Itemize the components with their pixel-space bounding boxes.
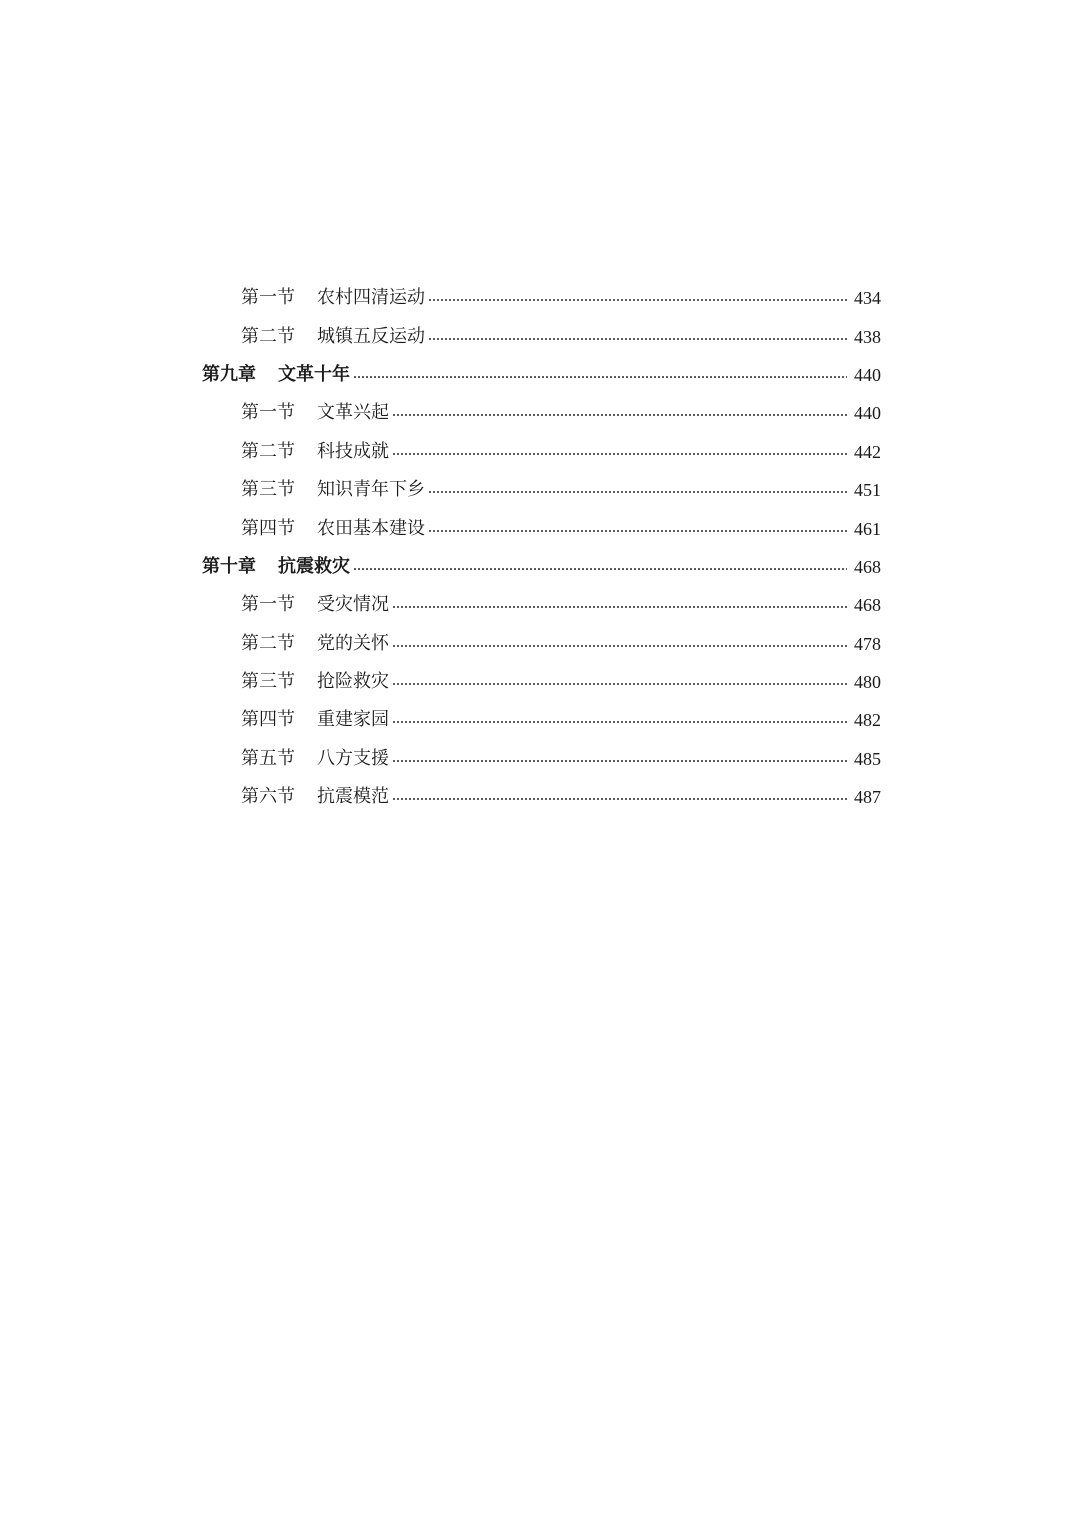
dot-leader [428, 530, 847, 532]
toc-entry-number: 第四节 [241, 709, 295, 731]
toc-entry-number: 第一节 [241, 287, 295, 309]
toc-entry-page: 451 [854, 480, 881, 501]
toc-entry-number: 第二节 [241, 325, 295, 347]
toc-entry-number: 第三节 [241, 479, 295, 501]
dot-leader [428, 491, 847, 493]
toc-chapter-entry[interactable] [0, 356, 881, 394]
toc-entry-number: 第二节 [241, 632, 295, 654]
toc-entry-page: 442 [854, 441, 881, 462]
toc-section-entry[interactable] [0, 471, 881, 509]
toc-entry-page: 485 [854, 748, 881, 769]
toc-section-entry[interactable] [0, 433, 881, 471]
toc-section-entry[interactable] [0, 509, 881, 547]
toc-entry-page: 480 [854, 672, 881, 693]
dot-leader [392, 721, 847, 723]
toc-entry-title: 受灾情况 [317, 594, 389, 616]
dot-leader [392, 645, 847, 647]
toc-entry-number: 第三节 [241, 671, 295, 693]
table-of-contents [0, 279, 1074, 816]
toc-section-entry[interactable] [0, 663, 881, 701]
dot-leader [392, 606, 847, 608]
toc-entry-page: 440 [854, 403, 881, 424]
toc-entry-number: 第九章 [202, 363, 256, 385]
toc-entry-page: 482 [854, 710, 881, 731]
toc-entry-title: 农村四清运动 [317, 287, 425, 309]
toc-entry-page: 478 [854, 633, 881, 654]
toc-entry-page: 440 [854, 364, 881, 385]
toc-entry-number: 第二节 [241, 440, 295, 462]
toc-entry-title: 抗震模范 [317, 786, 389, 808]
dot-leader [392, 798, 847, 800]
toc-entry-number: 第十章 [202, 555, 256, 577]
toc-chapter-entry[interactable] [0, 548, 881, 586]
toc-entry-title: 科技成就 [317, 440, 389, 462]
toc-entry-title: 重建家园 [317, 709, 389, 731]
toc-entry-title: 抢险救灾 [317, 671, 389, 693]
toc-entry-page: 438 [854, 326, 881, 347]
toc-entry-title: 八方支援 [317, 747, 389, 769]
toc-section-entry[interactable] [0, 778, 881, 816]
toc-entry-page: 461 [854, 518, 881, 539]
toc-section-entry[interactable] [0, 279, 881, 317]
toc-section-entry[interactable] [0, 625, 881, 663]
toc-section-entry[interactable] [0, 317, 881, 355]
toc-entry-title: 农田基本建设 [317, 517, 425, 539]
toc-entry-page: 487 [854, 787, 881, 808]
toc-entry-title: 抗震救灾 [278, 555, 350, 577]
toc-entry-page: 468 [854, 595, 881, 616]
toc-entry-title: 城镇五反运动 [317, 325, 425, 347]
toc-section-entry[interactable] [0, 740, 881, 778]
toc-entry-number: 第六节 [241, 786, 295, 808]
dot-leader [392, 453, 847, 455]
dot-leader [392, 760, 847, 762]
toc-section-entry[interactable] [0, 701, 881, 739]
toc-entry-number: 第一节 [241, 402, 295, 424]
dot-leader [353, 568, 847, 570]
toc-entry-page: 468 [854, 556, 881, 577]
toc-entry-number: 第四节 [241, 517, 295, 539]
dot-leader [392, 414, 847, 416]
dot-leader [392, 683, 847, 685]
dot-leader [353, 376, 847, 378]
toc-entry-number: 第五节 [241, 747, 295, 769]
toc-entry-title: 文革兴起 [317, 402, 389, 424]
toc-section-entry[interactable] [0, 586, 881, 624]
toc-entry-title: 文革十年 [278, 363, 350, 385]
toc-section-entry[interactable] [0, 394, 881, 432]
toc-entry-title: 党的关怀 [317, 632, 389, 654]
toc-entry-page: 434 [854, 288, 881, 309]
toc-entry-number: 第一节 [241, 594, 295, 616]
toc-entry-title: 知识青年下乡 [317, 479, 425, 501]
dot-leader [428, 299, 847, 301]
dot-leader [428, 338, 847, 340]
